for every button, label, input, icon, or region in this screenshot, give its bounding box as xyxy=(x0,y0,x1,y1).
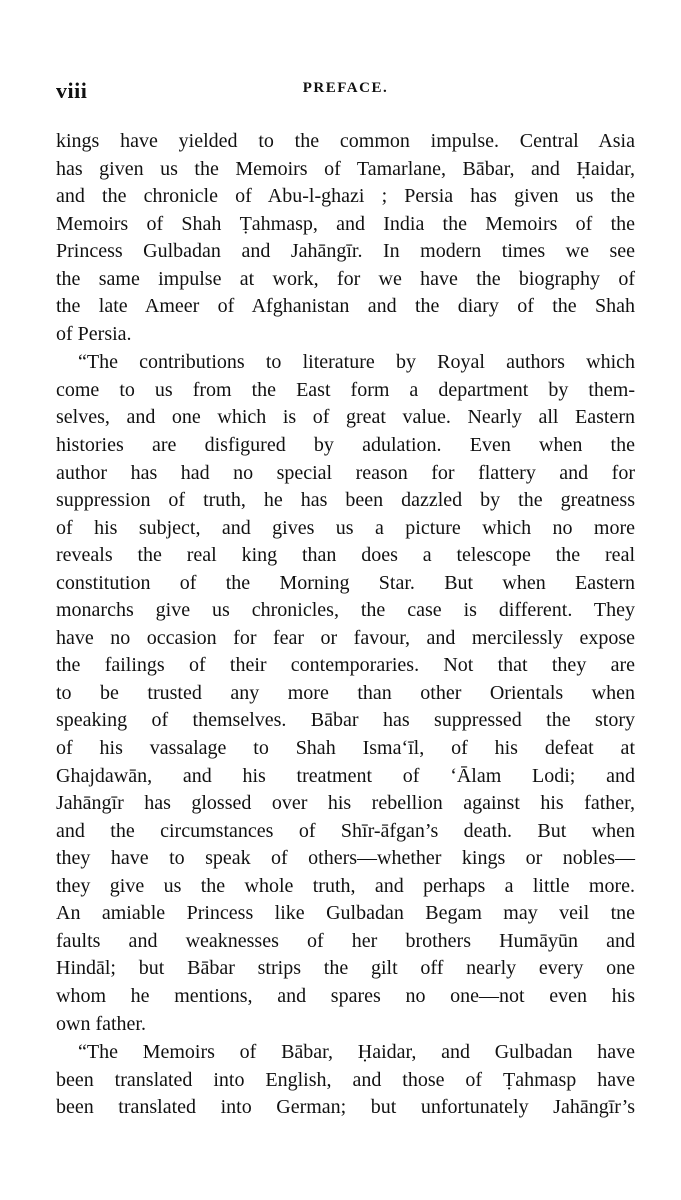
text-line: of his vassalage to Shah Isma‘īl, of his defeat at xyxy=(56,737,635,760)
text-line: Memoirs of Shah Ṭahmasp, and India the Memoirs of the xyxy=(56,212,635,235)
text-line: they have to speak of others—whether kings or nobles— xyxy=(56,847,635,870)
text-line: of Persia. xyxy=(56,322,132,345)
text-line: and the circumstances of Shīr-āfgan’s death. But when xyxy=(56,819,635,842)
text-line: histories are disfigured by adulation. Even when the xyxy=(56,434,635,457)
paragraph xyxy=(56,1039,635,1122)
text-line: they give us the whole truth, and perhaps a little more. xyxy=(56,874,635,897)
paragraph xyxy=(56,128,635,348)
text-line: reveals the real king than does a telescope the real xyxy=(56,544,635,567)
text-line: author has had no special reason for flattery and for xyxy=(56,461,635,484)
text-line: has given us the Memoirs of Tamarlane, Bābar, and Ḥaidar, xyxy=(56,157,635,180)
text-line: whom he mentions, and spares no one—not even his xyxy=(56,984,635,1007)
text-line: suppression of truth, he has been dazzled by the greatness xyxy=(56,489,635,512)
text-line: selves, and one which is of great value. Nearly all Eastern xyxy=(56,406,635,429)
text-line: been translated into German; but unfortunately Jahāngīr’s xyxy=(56,1096,635,1119)
text-line: to be trusted any more than other Orientals when xyxy=(56,681,635,704)
text-line: speaking of themselves. Bābar has suppressed the story xyxy=(56,709,635,732)
text-line: come to us from the East form a department by them- xyxy=(56,378,635,401)
text-line: constitution of the Morning Star. But when Eastern xyxy=(56,571,635,594)
text-line: Jahāngīr has glossed over his rebellion against his father, xyxy=(56,792,635,815)
text-line: have no occasion for fear or favour, and mercilessly expose xyxy=(56,626,635,649)
text-line: been translated into English, and those of Ṭahmasp have xyxy=(56,1068,635,1091)
text-line: “The contributions to literature by Royal authors which xyxy=(78,351,635,374)
text-line: Hindāl; but Bābar strips the gilt off nearly every one xyxy=(56,957,635,980)
text-line: the same impulse at work, for we have the biography of xyxy=(56,267,635,290)
text-line: of his subject, and gives us a picture which no more xyxy=(56,516,635,539)
text-line: own father. xyxy=(56,1012,146,1035)
text-line: the late Ameer of Afghanistan and the diary of the Shah xyxy=(56,295,635,318)
text-line: Ghajdawān, and his treatment of ‘Ālam Lodi; and xyxy=(56,764,635,787)
text-line: kings have yielded to the common impulse. Central Asia xyxy=(56,130,635,152)
text-line: faults and weaknesses of her brothers Humāyūn and xyxy=(56,929,635,952)
paragraph xyxy=(56,349,635,1038)
text-line: An amiable Princess like Gulbadan Begam may veil tne xyxy=(56,902,635,925)
text-line: “The Memoirs of Bābar, Ḥaidar, and Gulbadan have xyxy=(78,1041,635,1064)
text-line: the failings of their contemporaries. Not that they are xyxy=(56,654,635,677)
page-number: viii xyxy=(56,78,88,103)
text-line: and the chronicle of Abu-l-ghazi ; Persia has given us the xyxy=(56,185,635,208)
text-line: Princess Gulbadan and Jahāngīr. In modern times we see xyxy=(56,240,635,263)
page-header xyxy=(56,78,635,108)
text-line: monarchs give us chronicles, the case is different. They xyxy=(56,599,635,622)
page-body xyxy=(56,128,635,1122)
running-head: PREFACE. xyxy=(302,80,389,96)
